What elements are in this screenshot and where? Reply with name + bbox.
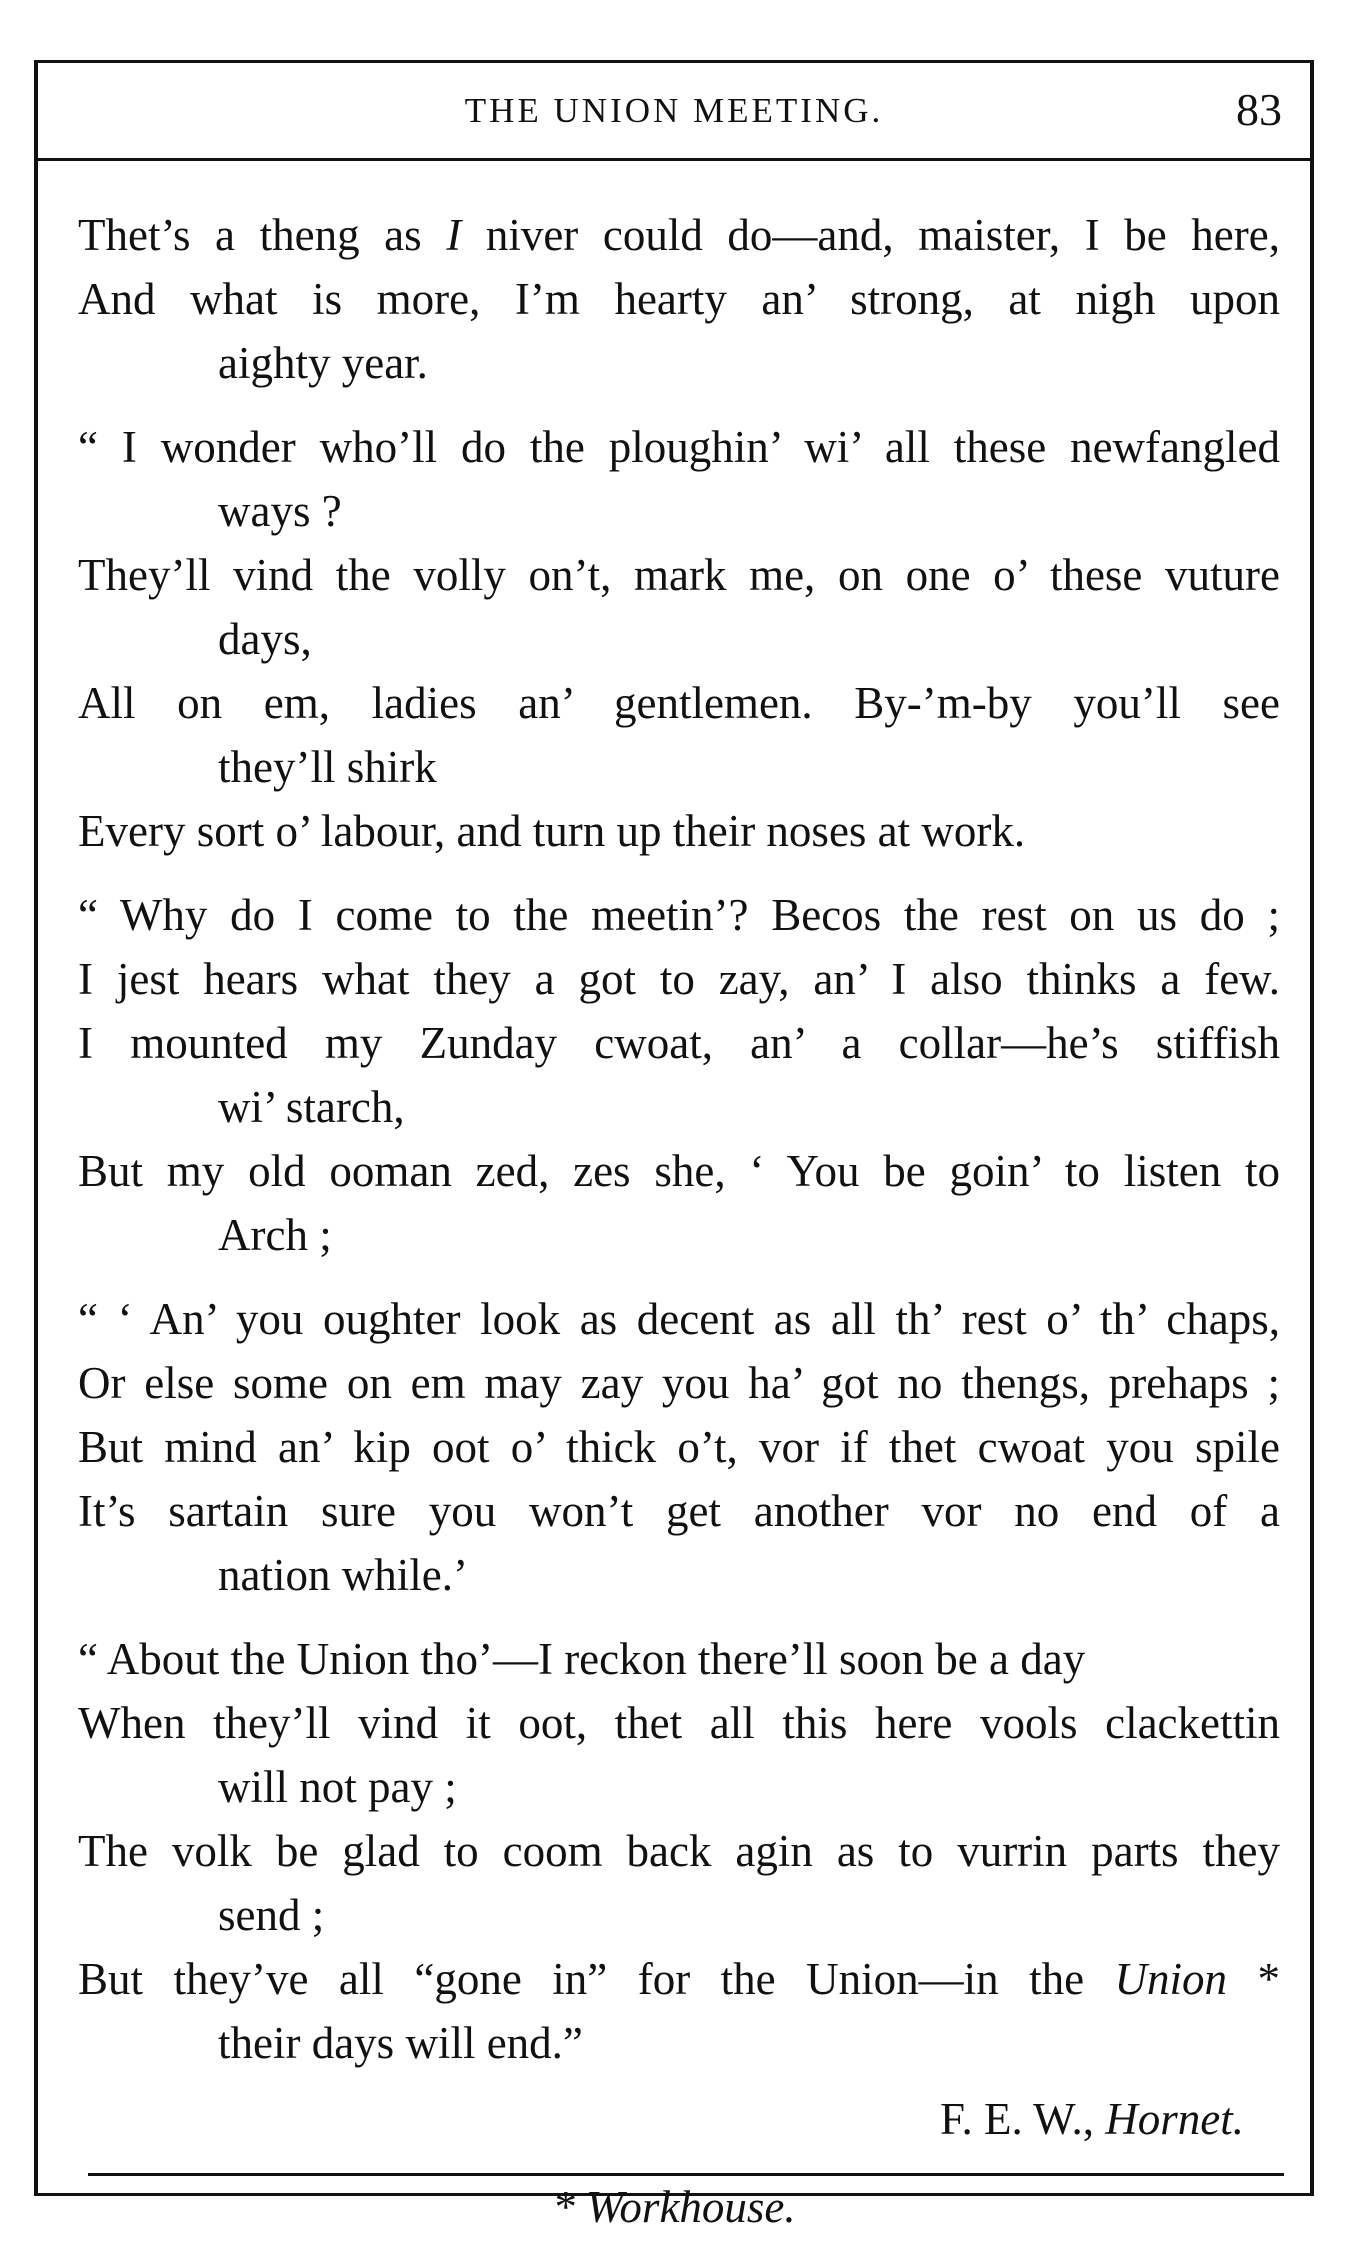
poem-line: “ Why do I come to the meetin’? Becos the rest on us do ; [78, 890, 1280, 940]
poem-line: “ I wonder who’ll do the ploughin’ wi’ all these newfangled [78, 422, 1280, 472]
poem-line: I mounted my Zunday cwoat, an’ a collar—he’s stiffish [78, 1018, 1280, 1068]
running-head [38, 63, 1310, 161]
line-segment-italic: Union [1114, 1954, 1228, 2004]
line-segment-italic: I [446, 210, 462, 260]
stanza-5 [78, 1627, 1280, 2075]
poem-line: Every sort o’ labour, and turn up their noses at work. [78, 806, 1026, 856]
poem-line-continuation: days, [218, 614, 312, 664]
attribution-source: Hornet. [1105, 2094, 1244, 2144]
poem-line-continuation: wi’ starch, [218, 1082, 405, 1132]
page-number: 83 [1236, 84, 1282, 135]
poem-line [78, 203, 1280, 267]
footnote: * Workhouse. [552, 2182, 796, 2232]
poem-line-continuation: they’ll shirk [218, 742, 437, 792]
poem-line: And what is more, I’m hearty an’ strong, at nigh upon [78, 274, 1280, 324]
poem-line: But my old ooman zed, zes she, ‘ You be goin’ to listen to [78, 1146, 1280, 1196]
line-segment: * [1227, 1954, 1281, 2004]
poem-line: “ About the Union tho’—I reckon there’ll soon be a day [78, 1634, 1086, 1684]
poem-line: The volk be glad to coom back agin as to vurrin parts they [78, 1826, 1280, 1876]
line-segment: But they’ve all “gone in” for the Union—in the [78, 1954, 1115, 2004]
poem-line: All on em, ladies an’ gentlemen. By-’m-by you’ll see [78, 678, 1280, 728]
attribution-initials: F. E. W., [940, 2094, 1106, 2144]
poem-line: Or else some on em may zay you ha’ got no thengs, prehaps ; [78, 1358, 1280, 1408]
stanza-4 [78, 1287, 1280, 1607]
poem-line: “ ‘ An’ you oughter look as decent as all th’ rest o’ th’ chaps, [78, 1294, 1280, 1344]
line-segment: Thet’s a theng as [78, 210, 447, 260]
poem-line-continuation: Arch ; [218, 1210, 332, 1260]
poem-line-continuation: aighty year. [218, 338, 428, 388]
poem-line-continuation: send ; [218, 1890, 325, 1940]
stanza-2 [78, 415, 1280, 863]
poem-line: It’s sartain sure you won’t get another vor no end of a [78, 1486, 1280, 1536]
line-segment: niver could do—and, maister, I be here, [461, 210, 1280, 260]
page-frame [34, 60, 1314, 2232]
poem [78, 203, 1280, 2095]
poem-line: But mind an’ kip oot o’ thick o’t, vor if thet cwoat you spile [78, 1422, 1280, 1472]
attribution [940, 2093, 1244, 2145]
poem-line-continuation: will not pay ; [218, 1762, 457, 1812]
poem-line-continuation: nation while.’ [218, 1550, 468, 1600]
poem-line: They’ll vind the volly on’t, mark me, on one o’ these vuture [78, 550, 1280, 600]
poem-line-continuation: ways ? [218, 486, 342, 536]
stanza-1 [78, 203, 1280, 395]
stanza-3 [78, 883, 1280, 1267]
poem-line: I jest hears what they a got to zay, an’ I also thinks a few. [78, 954, 1280, 1004]
poem-line [78, 1947, 1280, 2011]
poem-line-continuation: their days will end.” [218, 2018, 583, 2068]
poem-line: When they’ll vind it oot, thet all this here vools clackettin [78, 1698, 1280, 1748]
footnote-rule [88, 2173, 1284, 2176]
running-title: THE UNION MEETING. [464, 91, 884, 130]
